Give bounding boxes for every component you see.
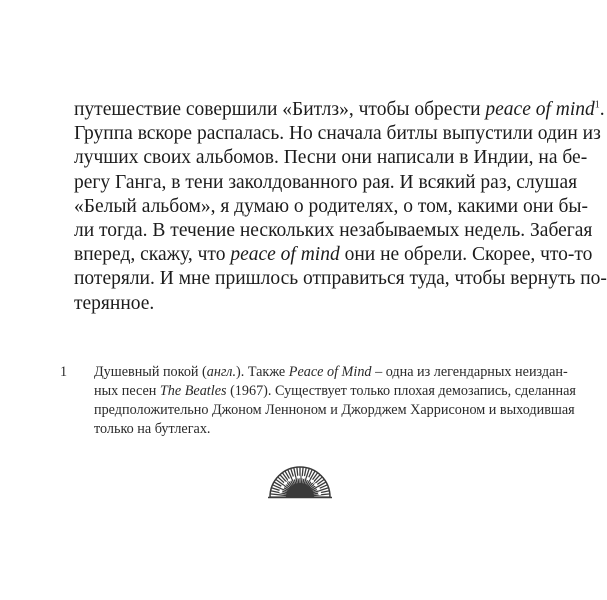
text-run: Душевный покой ( bbox=[94, 364, 207, 380]
text-run: предположительно Джоном Ленноном и Джорджем Харрисоном и выходившая bbox=[94, 402, 575, 418]
text-line bbox=[74, 292, 544, 316]
body-text bbox=[74, 98, 607, 316]
text-run: ных песен bbox=[94, 383, 160, 399]
text-line bbox=[74, 122, 601, 146]
text-line bbox=[94, 382, 576, 401]
italic-run: The Beatles bbox=[159, 383, 227, 399]
ornament-icon bbox=[268, 463, 332, 499]
text-run: Группа вскоре распалась. Но сначала битлы выпустили один из bbox=[74, 123, 601, 145]
text-line bbox=[74, 171, 578, 195]
footnote-marker: 1 bbox=[594, 99, 600, 111]
italic-run: англ. bbox=[206, 364, 236, 380]
text-line bbox=[74, 146, 588, 170]
text-run: потеряли. И мне пришлось отправиться туда, чтобы вернуть по- bbox=[74, 268, 607, 290]
footnote-text bbox=[94, 363, 576, 439]
footnote-number: 1 bbox=[60, 364, 68, 380]
text-run: они не обрели. Скорее, что-то bbox=[339, 244, 593, 266]
text-run: терянное. bbox=[74, 292, 155, 314]
text-line bbox=[94, 363, 568, 382]
text-line bbox=[74, 98, 605, 122]
text-line bbox=[74, 243, 593, 267]
text-line bbox=[94, 420, 544, 439]
text-run: только на бутлегах. bbox=[94, 421, 211, 437]
text-line bbox=[74, 267, 607, 291]
text-run: «Белый альбом», я думаю о родителях, о том, какими они бы- bbox=[74, 195, 588, 217]
text-run: вперед, скажу, что bbox=[74, 244, 231, 266]
text-line bbox=[94, 401, 575, 420]
text-run: (1967). Существует только плохая демозапись, сделанная bbox=[226, 383, 576, 399]
text-run: путешествие совершили «Битлз», чтобы обрести bbox=[74, 99, 486, 120]
italic-run: peace of mind bbox=[230, 244, 340, 266]
text-run: – одна из легендарных неиздан- bbox=[371, 364, 568, 380]
text-run: . bbox=[599, 99, 605, 120]
text-line bbox=[74, 219, 593, 243]
italic-run: Peace of Mind bbox=[288, 364, 372, 380]
text-run: ). Также bbox=[236, 364, 289, 380]
text-run: лучших своих альбомов. Песни они написали в Индии, на бе- bbox=[74, 147, 588, 169]
italic-run: peace of mind bbox=[485, 99, 595, 120]
text-run: ли тогда. В течение нескольких незабываемых недель. Забегая bbox=[74, 220, 593, 242]
text-line bbox=[74, 195, 588, 219]
text-run: регу Ганга, в тени заколдованного рая. И всякий раз, слушая bbox=[74, 171, 578, 193]
